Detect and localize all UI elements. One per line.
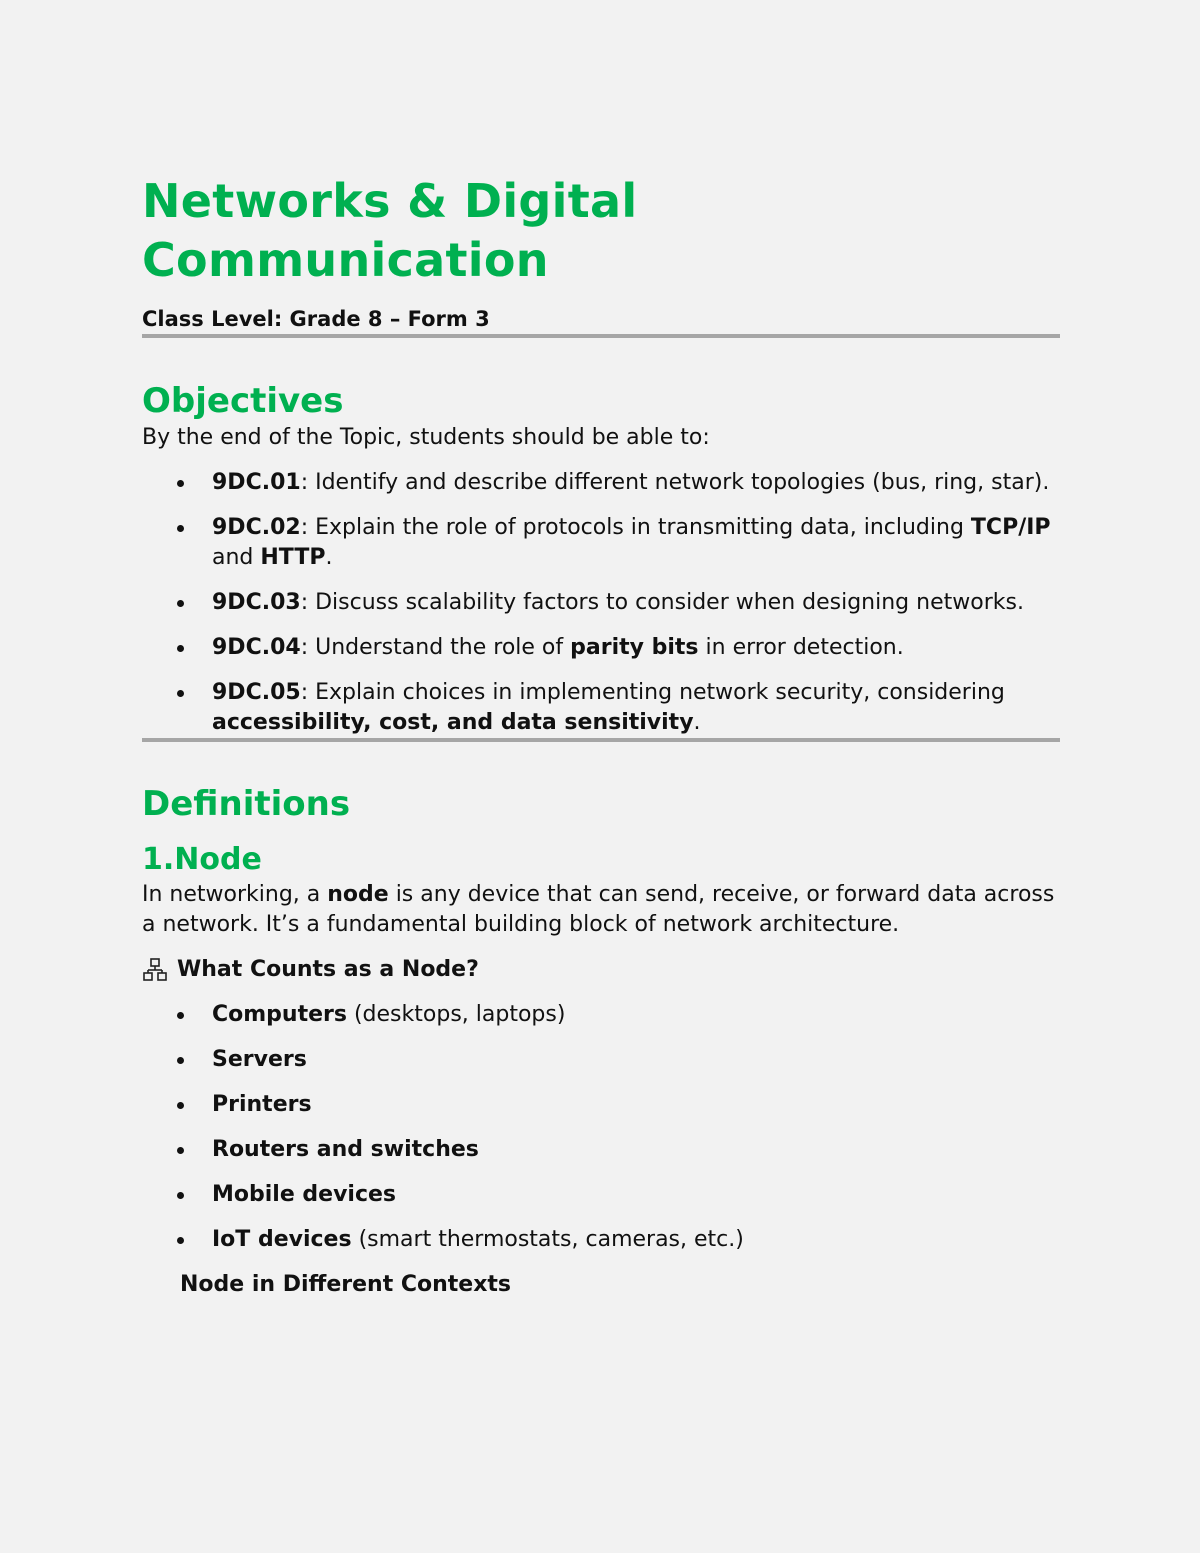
what-counts-label: What Counts as a Node? bbox=[177, 957, 479, 982]
bullet-icon bbox=[177, 480, 184, 487]
objective-term: HTTP bbox=[260, 545, 326, 570]
node-example-detail: (smart thermostats, cameras, etc.) bbox=[351, 1227, 744, 1252]
node-example-detail: (desktops, laptops) bbox=[346, 1002, 566, 1027]
objective-code: 9DC.03 bbox=[212, 590, 301, 615]
objective-text: : Explain choices in implementing network security, considering bbox=[300, 680, 1005, 705]
objective-item bbox=[142, 588, 1060, 618]
bullet-icon bbox=[177, 1192, 184, 1199]
page-title bbox=[142, 172, 1060, 290]
network-nodes-icon bbox=[142, 957, 168, 983]
objective-code: 9DC.04 bbox=[212, 635, 301, 660]
node-examples-list bbox=[142, 1000, 1060, 1255]
node-contexts-heading: Node in Different Contexts bbox=[180, 1272, 512, 1297]
objective-text: in error detection. bbox=[698, 635, 904, 660]
bullet-icon bbox=[177, 1237, 184, 1244]
what-counts-heading bbox=[142, 955, 1060, 985]
title-line-2: Communication bbox=[142, 233, 549, 287]
document-page bbox=[142, 172, 1060, 1300]
objective-code: 9DC.05 bbox=[212, 680, 301, 705]
objective-item bbox=[142, 513, 1060, 573]
node-example-item bbox=[142, 1000, 1060, 1030]
objectives-list bbox=[142, 468, 1060, 738]
divider bbox=[142, 738, 1060, 742]
objective-term: accessibility, cost, and data sensitivity bbox=[212, 710, 694, 735]
objective-code: 9DC.01 bbox=[212, 470, 301, 495]
bullet-icon bbox=[177, 1057, 184, 1064]
node-definition-text: is any device that can send, receive, or forward data across a network. It’s a fundamental building block of network architecture. bbox=[142, 882, 1055, 937]
node-example-item bbox=[142, 1225, 1060, 1255]
node-example-name: Routers and switches bbox=[212, 1137, 479, 1162]
objective-text: . bbox=[325, 545, 333, 570]
node-definition-text: In networking, a bbox=[142, 882, 328, 907]
node-example-item bbox=[142, 1090, 1060, 1120]
objective-term: TCP/IP bbox=[970, 515, 1051, 540]
objective-text: : Discuss scalability factors to consider when designing networks. bbox=[300, 590, 1024, 615]
objective-item bbox=[142, 633, 1060, 663]
node-term: node bbox=[327, 882, 389, 907]
objective-item bbox=[142, 468, 1060, 498]
bullet-icon bbox=[177, 690, 184, 697]
objective-item bbox=[142, 678, 1060, 738]
title-line-1: Networks & Digital bbox=[142, 174, 638, 228]
bullet-icon bbox=[177, 1147, 184, 1154]
divider bbox=[142, 334, 1060, 338]
objectives-heading: Objectives bbox=[142, 381, 344, 421]
bullet-icon bbox=[177, 645, 184, 652]
bullet-icon bbox=[177, 600, 184, 607]
bullet-icon bbox=[177, 525, 184, 532]
objective-text: : Understand the role of bbox=[300, 635, 571, 660]
node-example-item bbox=[142, 1045, 1060, 1075]
node-definition bbox=[142, 880, 1060, 940]
node-example-name: Mobile devices bbox=[212, 1182, 397, 1207]
node-example-name: Servers bbox=[212, 1047, 307, 1072]
definitions-heading: Definitions bbox=[142, 784, 351, 824]
objective-code: 9DC.02 bbox=[212, 515, 301, 540]
bullet-icon bbox=[177, 1012, 184, 1019]
node-example-item bbox=[142, 1180, 1060, 1210]
node-heading: 1.Node bbox=[142, 842, 262, 877]
class-level: Class Level: Grade 8 – Form 3 bbox=[142, 307, 490, 331]
objective-text: . bbox=[693, 710, 701, 735]
objective-text: : Identify and describe different network topologies (bus, ring, star). bbox=[300, 470, 1050, 495]
node-example-item bbox=[142, 1135, 1060, 1165]
objective-term: parity bits bbox=[570, 635, 699, 660]
node-example-name: Printers bbox=[212, 1092, 312, 1117]
objective-text: : Explain the role of protocols in transmitting data, including bbox=[300, 515, 971, 540]
node-example-name: IoT devices bbox=[212, 1227, 352, 1252]
objective-text: and bbox=[212, 545, 261, 570]
objectives-intro: By the end of the Topic, students should be able to: bbox=[142, 425, 710, 450]
node-example-name: Computers bbox=[212, 1002, 347, 1027]
bullet-icon bbox=[177, 1102, 184, 1109]
